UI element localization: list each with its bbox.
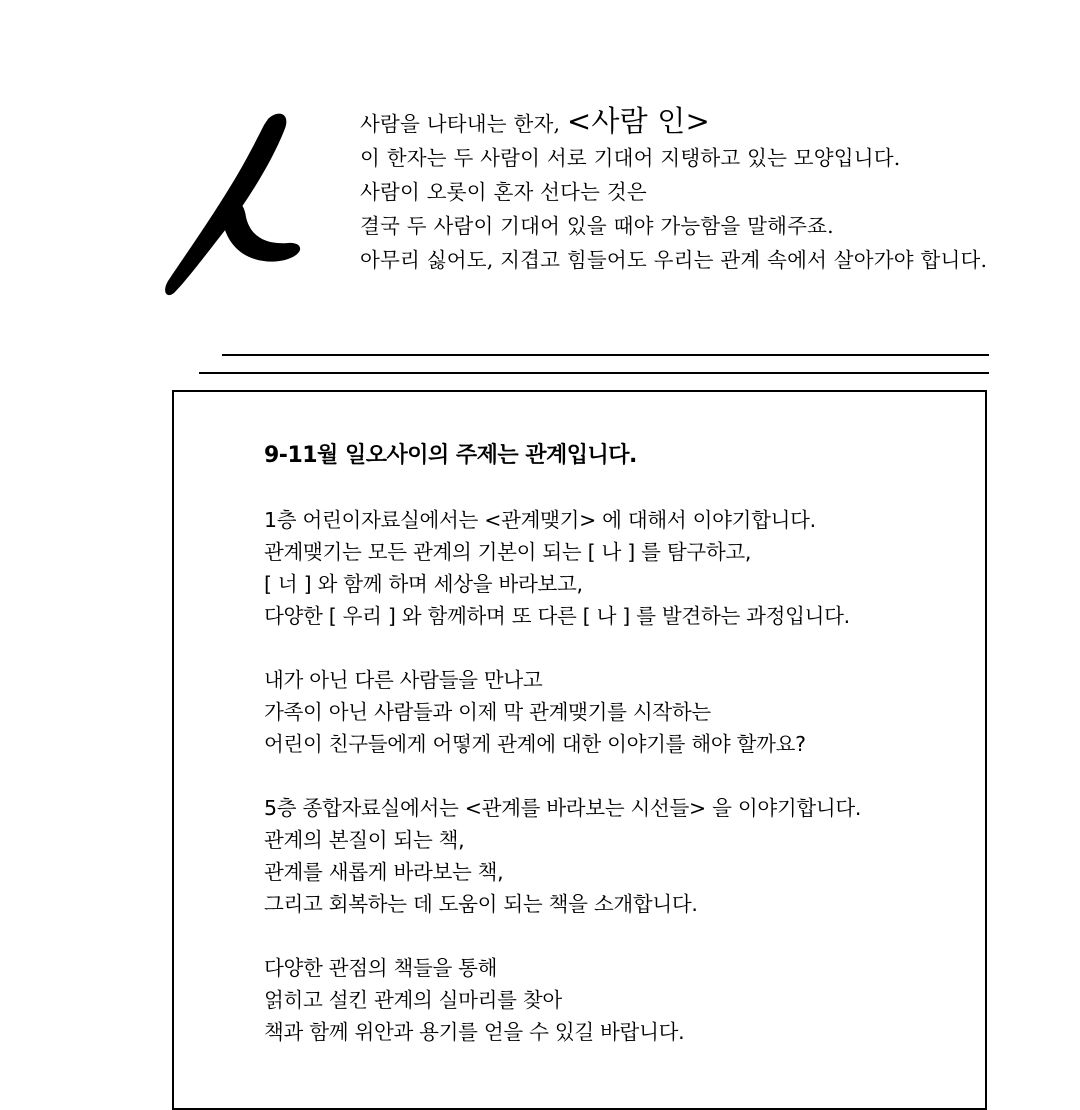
notice-paragraph-general-room <box>264 792 1024 920</box>
notice-line: 얽히고 설킨 관계의 실마리를 찾아 <box>264 988 562 1012</box>
divider-line-upper <box>222 354 989 356</box>
divider-line-lower <box>199 372 989 374</box>
hanja-in-calligraphy-glyph <box>160 105 320 305</box>
notice-line: 관계맺기는 모든 관계의 기본이 되는 [ 나 ] 를 탐구하고, <box>264 540 752 564</box>
notice-heading: 9-11월 일오사이의 주제는 관계입니다. <box>264 443 637 468</box>
notice-paragraph-closing <box>264 952 1024 1048</box>
notice-line: 어린이 친구들에게 어떻게 관계에 대한 이야기를 해야 할까요? <box>264 732 806 756</box>
notice-body <box>264 440 1024 1048</box>
notice-line: 관계를 새롭게 바라보는 책, <box>264 860 504 884</box>
intro-line: 사람이 오롯이 혼자 선다는 것은 <box>360 180 647 204</box>
intro-text <box>360 104 1060 277</box>
notice-line: 책과 함께 위안과 용기를 얻을 수 있길 바랍니다. <box>264 1020 685 1044</box>
notice-line: 가족이 아닌 사람들과 이제 막 관계맺기를 시작하는 <box>264 700 711 724</box>
intro-line: 아무리 싫어도, 지겹고 힘들어도 우리는 관계 속에서 살아가야 합니다. <box>360 248 988 272</box>
notice-line: 그리고 회복하는 데 도움이 되는 책을 소개합니다. <box>264 892 698 916</box>
notice-line: 1층 어린이자료실에서는 <관계맺기> 에 대해서 이야기합니다. <box>264 508 816 532</box>
notice-line: 다양한 관점의 책들을 통해 <box>264 956 498 980</box>
intro-line-1 <box>360 104 1060 141</box>
notice-line: [ 너 ] 와 함께 하며 세상을 바라보고, <box>264 572 583 596</box>
notice-paragraph-question <box>264 664 1024 760</box>
notice-line: 내가 아닌 다른 사람들을 만나고 <box>264 668 543 692</box>
intro-hanja-name: <사람 인> <box>566 104 710 138</box>
intro-line: 결국 두 사람이 기대어 있을 때야 가능함을 말해주죠. <box>360 214 834 238</box>
notice-line: 5층 종합자료실에서는 <관계를 바라보는 시선들> 을 이야기합니다. <box>264 796 862 820</box>
notice-paragraph-children-room <box>264 504 1024 632</box>
intro-line-1-prefix: 사람을 나타내는 한자, <box>360 112 561 136</box>
notice-line: 관계의 본질이 되는 책, <box>264 828 465 852</box>
notice-line: 다양한 [ 우리 ] 와 함께하며 또 다른 [ 나 ] 를 발견하는 과정입니다. <box>264 604 850 628</box>
intro-line: 이 한자는 두 사람이 서로 기대어 지탱하고 있는 모양입니다. <box>360 146 901 170</box>
